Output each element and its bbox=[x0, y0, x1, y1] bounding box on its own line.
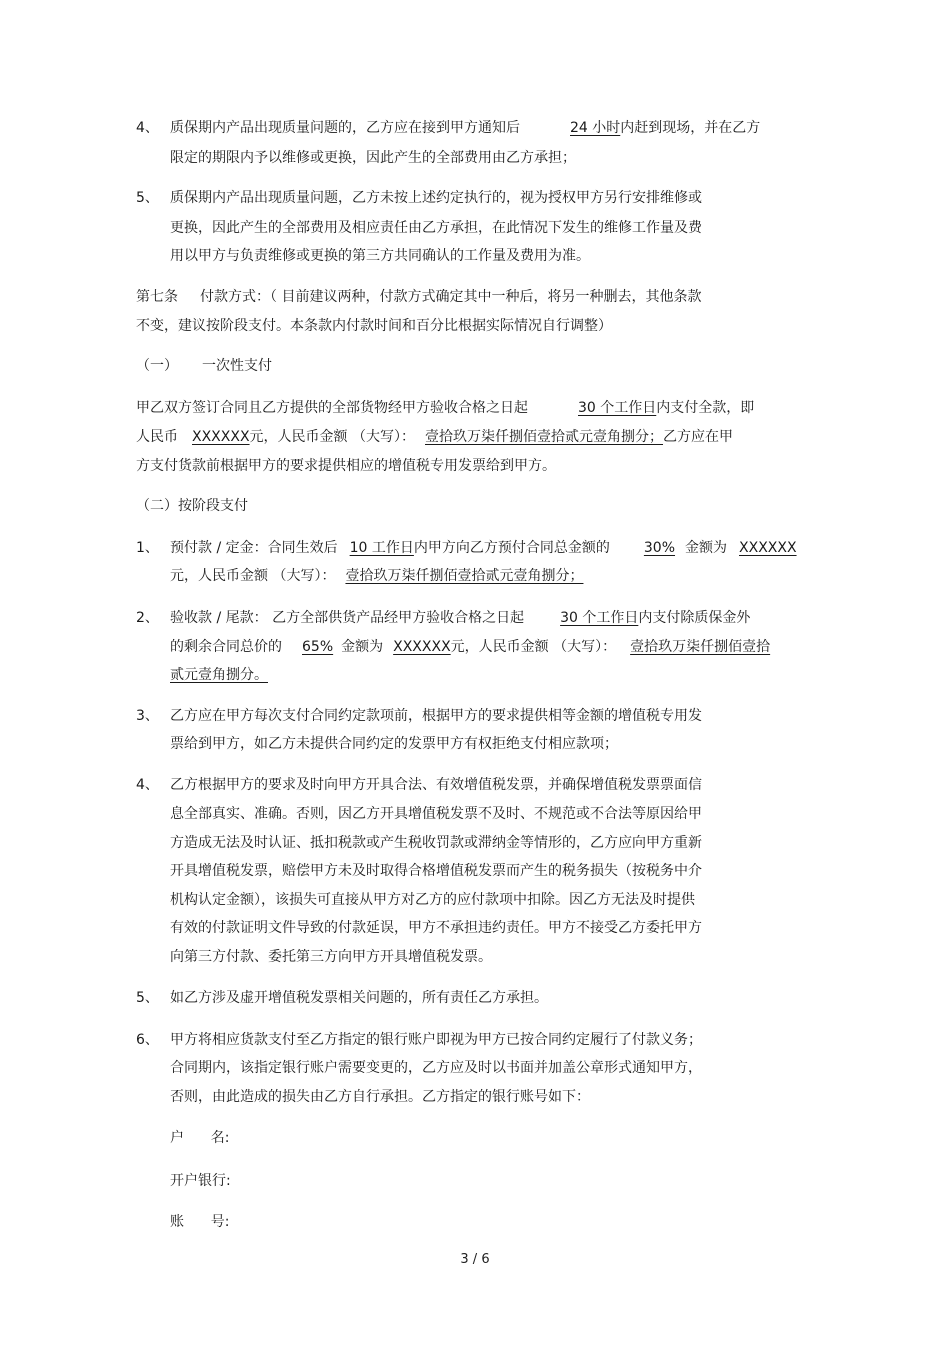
lump-sum-line1: 甲乙双方签订合同且乙方提供的全部货物经甲方验收合格之日起 30 个工作日内支付全款，即 bbox=[136, 400, 755, 416]
stage4-line4: 开具增值税发票，赔偿甲方未及时取得合格增值税发票而产生的税务损失（按税务中介 bbox=[170, 863, 702, 879]
lump-sum-line3: 方支付货款前根据甲方的要求提供相应的增值税专用发票给到甲方。 bbox=[136, 458, 556, 474]
stage1-line2: 元，人民币金额 （大写）： 壹拾玖万柒仟捌佰壹拾贰元壹角捌分； bbox=[170, 568, 584, 584]
stage6-line1: 甲方将相应货款支付至乙方指定的银行账户即视为甲方已按合同约定履行了付款义务； bbox=[170, 1032, 702, 1048]
section2-heading: （二）按阶段支付 bbox=[136, 498, 248, 514]
stage6-line3: 否则，由此造成的损失由乙方自行承担。乙方指定的银行账号如下： bbox=[170, 1089, 590, 1105]
lump-sum-line2: 人民币 XXXXXX元，人民币金额 （大写）： 壹拾玖万柒仟捌佰壹拾贰元壹角捌分；乙方应在甲 bbox=[136, 429, 733, 445]
stage4-line6: 有效的付款证明文件导致的付款延误，甲方不承担违约责任。甲方不接受乙方委托甲方 bbox=[170, 920, 702, 936]
stage1-line1: 预付款 / 定金：合同生效后 10 工作日内甲方向乙方预付合同总金额的 30% 金额为 XXXXXX bbox=[170, 540, 797, 556]
stage3-line1: 乙方应在甲方每次支付合同约定款项前，根据甲方的要求提供相等金额的增值税专用发 bbox=[170, 708, 702, 724]
item-number: 6、 bbox=[136, 1032, 159, 1048]
stage4-line7: 向第三方付款、委托第三方向甲方开具增值税发票。 bbox=[170, 949, 492, 965]
page-number: 3 / 6 bbox=[460, 1252, 490, 1267]
item-number: 5、 bbox=[136, 190, 159, 206]
item4-line1: 质保期内产品出现质量问题的，乙方应在接到甲方通知后 24 小时内赶到现场，并在乙方 bbox=[170, 120, 761, 136]
item-number: 3、 bbox=[136, 708, 159, 724]
item-number: 2、 bbox=[136, 610, 159, 626]
stage4-line1: 乙方根据甲方的要求及时向甲方开具合法、有效增值税发票，并确保增值税发票票面信 bbox=[170, 777, 702, 793]
section1-heading: （一） 一次性支付 bbox=[136, 358, 272, 374]
item-number: 4、 bbox=[136, 120, 159, 136]
stage5-line1: 如乙方涉及虚开增值税发票相关问题的，所有责任乙方承担。 bbox=[170, 990, 548, 1006]
bank-name-label: 开户银行: bbox=[170, 1173, 231, 1189]
item5-line3: 用以甲方与负责维修或更换的第三方共同确认的工作量及费用为准。 bbox=[170, 248, 590, 264]
stage2-line1: 验收款 / 尾款： 乙方全部供货产品经甲方验收合格之日起 30 个工作日内支付除质保金外 bbox=[170, 610, 751, 626]
article7-line1: 第七条 付款方式：（ 目前建议两种，付款方式确定其中一种后，将另一种删去，其他条款 bbox=[136, 289, 702, 305]
item-number: 4、 bbox=[136, 777, 159, 793]
stage2-line3: 贰元壹角捌分。 bbox=[170, 667, 268, 683]
account-name-label: 户 名: bbox=[170, 1130, 230, 1146]
item-number: 5、 bbox=[136, 990, 159, 1006]
stage2-line2: 的剩余合同总价的 65% 金额为 XXXXXX元，人民币金额 （大写）： 壹拾玖万柒仟捌佰壹拾 bbox=[170, 639, 771, 655]
item5-line2: 更换，因此产生的全部费用及相应责任由乙方承担，在此情况下发生的维修工作量及费 bbox=[170, 220, 702, 236]
stage6-line2: 合同期内，该指定银行账户需要变更的，乙方应及时以书面并加盖公章形式通知甲方， bbox=[170, 1060, 702, 1076]
article7-line2: 不变，建议按阶段支付。本条款内付款时间和百分比根据实际情况自行调整） bbox=[136, 318, 612, 334]
account-number-label: 账 号: bbox=[170, 1214, 230, 1230]
item4-line2: 限定的期限内予以维修或更换，因此产生的全部费用由乙方承担； bbox=[170, 150, 576, 166]
stage4-line5: 机构认定金额），该损失可直接从甲方对乙方的应付款项中扣除。因乙方无法及时提供 bbox=[170, 892, 695, 908]
stage4-line2: 息全部真实、准确。否则，因乙方开具增值税发票不及时、不规范或不合法等原因给甲 bbox=[170, 806, 702, 822]
stage4-line3: 方造成无法及时认证、抵扣税款或产生税收罚款或滞纳金等情形的，乙方应向甲方重新 bbox=[170, 835, 702, 851]
item5-line1: 质保期内产品出现质量问题，乙方未按上述约定执行的，视为授权甲方另行安排维修或 bbox=[170, 190, 702, 206]
stage3-line2: 票给到甲方，如乙方未提供合同约定的发票甲方有权拒绝支付相应款项； bbox=[170, 736, 618, 752]
item-number: 1、 bbox=[136, 540, 159, 556]
